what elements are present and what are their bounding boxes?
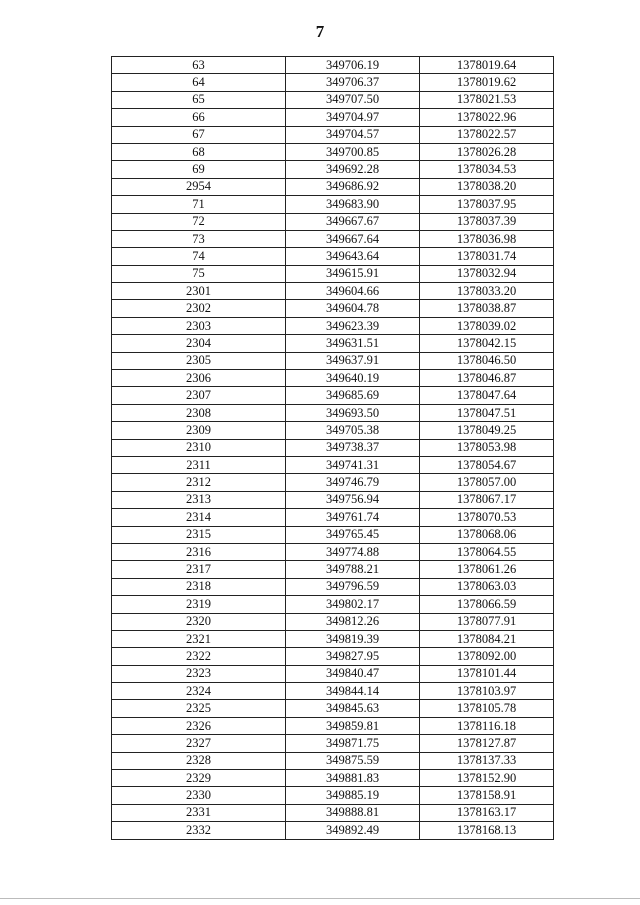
y-coordinate-cell: 1378101.44: [420, 665, 554, 682]
x-coordinate-cell: 349686.92: [286, 178, 420, 195]
y-coordinate-cell: 1378038.20: [420, 178, 554, 195]
x-coordinate-cell: 349756.94: [286, 491, 420, 508]
x-coordinate-cell: 349871.75: [286, 735, 420, 752]
x-coordinate-cell: 349840.47: [286, 665, 420, 682]
y-coordinate-cell: 1378127.87: [420, 735, 554, 752]
x-coordinate-cell: 349706.19: [286, 57, 420, 74]
x-coordinate-cell: 349761.74: [286, 509, 420, 526]
x-coordinate-cell: 349802.17: [286, 596, 420, 613]
y-coordinate-cell: 1378026.28: [420, 143, 554, 160]
y-coordinate-cell: 1378049.25: [420, 422, 554, 439]
table-row: [112, 491, 554, 508]
y-coordinate-cell: 1378054.67: [420, 456, 554, 473]
point-number-cell: 67: [112, 126, 286, 143]
table-row: [112, 161, 554, 178]
x-coordinate-cell: 349859.81: [286, 717, 420, 734]
table-row: [112, 822, 554, 839]
table-row: [112, 474, 554, 491]
table-row: [112, 683, 554, 700]
point-number-cell: 2317: [112, 561, 286, 578]
x-coordinate-cell: 349693.50: [286, 404, 420, 421]
point-number-cell: 2301: [112, 283, 286, 300]
x-coordinate-cell: 349704.97: [286, 109, 420, 126]
y-coordinate-cell: 1378067.17: [420, 491, 554, 508]
table-row: [112, 526, 554, 543]
point-number-cell: 2321: [112, 630, 286, 647]
table-row: [112, 456, 554, 473]
point-number-cell: 2303: [112, 317, 286, 334]
x-coordinate-cell: 349705.38: [286, 422, 420, 439]
y-coordinate-cell: 1378092.00: [420, 648, 554, 665]
table-row: [112, 804, 554, 821]
x-coordinate-cell: 349746.79: [286, 474, 420, 491]
y-coordinate-cell: 1378064.55: [420, 543, 554, 560]
x-coordinate-cell: 349765.45: [286, 526, 420, 543]
y-coordinate-cell: 1378022.57: [420, 126, 554, 143]
table-row: [112, 561, 554, 578]
point-number-cell: 2331: [112, 804, 286, 821]
y-coordinate-cell: 1378046.50: [420, 352, 554, 369]
table-row: [112, 248, 554, 265]
point-number-cell: 2954: [112, 178, 286, 195]
y-coordinate-cell: 1378053.98: [420, 439, 554, 456]
point-number-cell: 2318: [112, 578, 286, 595]
y-coordinate-cell: 1378032.94: [420, 265, 554, 282]
point-number-cell: 75: [112, 265, 286, 282]
point-number-cell: 73: [112, 230, 286, 247]
y-coordinate-cell: 1378137.33: [420, 752, 554, 769]
table-row: [112, 439, 554, 456]
x-coordinate-cell: 349615.91: [286, 265, 420, 282]
point-number-cell: 2311: [112, 456, 286, 473]
point-number-cell: 2314: [112, 509, 286, 526]
y-coordinate-cell: 1378031.74: [420, 248, 554, 265]
x-coordinate-cell: 349643.64: [286, 248, 420, 265]
point-number-cell: 2313: [112, 491, 286, 508]
x-coordinate-cell: 349881.83: [286, 770, 420, 787]
x-coordinate-cell: 349819.39: [286, 630, 420, 647]
point-number-cell: 2304: [112, 335, 286, 352]
table-row: [112, 665, 554, 682]
point-number-cell: 69: [112, 161, 286, 178]
table-row: [112, 509, 554, 526]
table-row: [112, 283, 554, 300]
y-coordinate-cell: 1378019.62: [420, 74, 554, 91]
point-number-cell: 2308: [112, 404, 286, 421]
page-bottom-edge: [0, 898, 640, 899]
y-coordinate-cell: 1378038.87: [420, 300, 554, 317]
x-coordinate-cell: 349667.64: [286, 230, 420, 247]
y-coordinate-cell: 1378070.53: [420, 509, 554, 526]
coordinates-table: [111, 56, 554, 840]
table-row: [112, 126, 554, 143]
point-number-cell: 65: [112, 91, 286, 108]
x-coordinate-cell: 349888.81: [286, 804, 420, 821]
table-row: [112, 735, 554, 752]
x-coordinate-cell: 349875.59: [286, 752, 420, 769]
x-coordinate-cell: 349774.88: [286, 543, 420, 560]
y-coordinate-cell: 1378116.18: [420, 717, 554, 734]
table-row: [112, 370, 554, 387]
point-number-cell: 2302: [112, 300, 286, 317]
table-row: [112, 109, 554, 126]
table-row: [112, 91, 554, 108]
x-coordinate-cell: 349738.37: [286, 439, 420, 456]
point-number-cell: 72: [112, 213, 286, 230]
table-row: [112, 613, 554, 630]
point-number-cell: 2332: [112, 822, 286, 839]
table-row: [112, 422, 554, 439]
table-row: [112, 143, 554, 160]
point-number-cell: 2323: [112, 665, 286, 682]
point-number-cell: 68: [112, 143, 286, 160]
x-coordinate-cell: 349812.26: [286, 613, 420, 630]
y-coordinate-cell: 1378019.64: [420, 57, 554, 74]
point-number-cell: 2328: [112, 752, 286, 769]
point-number-cell: 71: [112, 196, 286, 213]
y-coordinate-cell: 1378158.91: [420, 787, 554, 804]
y-coordinate-cell: 1378021.53: [420, 91, 554, 108]
y-coordinate-cell: 1378057.00: [420, 474, 554, 491]
point-number-cell: 2329: [112, 770, 286, 787]
point-number-cell: 2309: [112, 422, 286, 439]
x-coordinate-cell: 349892.49: [286, 822, 420, 839]
table-row: [112, 648, 554, 665]
x-coordinate-cell: 349683.90: [286, 196, 420, 213]
y-coordinate-cell: 1378047.64: [420, 387, 554, 404]
x-coordinate-cell: 349640.19: [286, 370, 420, 387]
x-coordinate-cell: 349692.28: [286, 161, 420, 178]
table-row: [112, 596, 554, 613]
y-coordinate-cell: 1378061.26: [420, 561, 554, 578]
y-coordinate-cell: 1378103.97: [420, 683, 554, 700]
x-coordinate-cell: 349788.21: [286, 561, 420, 578]
x-coordinate-cell: 349845.63: [286, 700, 420, 717]
x-coordinate-cell: 349604.66: [286, 283, 420, 300]
table-row: [112, 700, 554, 717]
point-number-cell: 2326: [112, 717, 286, 734]
y-coordinate-cell: 1378168.13: [420, 822, 554, 839]
y-coordinate-cell: 1378046.87: [420, 370, 554, 387]
table-row: [112, 230, 554, 247]
point-number-cell: 64: [112, 74, 286, 91]
x-coordinate-cell: 349707.50: [286, 91, 420, 108]
x-coordinate-cell: 349885.19: [286, 787, 420, 804]
point-number-cell: 2315: [112, 526, 286, 543]
table-row: [112, 196, 554, 213]
y-coordinate-cell: 1378063.03: [420, 578, 554, 595]
table-row: [112, 74, 554, 91]
table-row: [112, 213, 554, 230]
x-coordinate-cell: 349700.85: [286, 143, 420, 160]
point-number-cell: 2316: [112, 543, 286, 560]
x-coordinate-cell: 349844.14: [286, 683, 420, 700]
y-coordinate-cell: 1378163.17: [420, 804, 554, 821]
y-coordinate-cell: 1378036.98: [420, 230, 554, 247]
y-coordinate-cell: 1378077.91: [420, 613, 554, 630]
y-coordinate-cell: 1378037.95: [420, 196, 554, 213]
x-coordinate-cell: 349631.51: [286, 335, 420, 352]
table-row: [112, 404, 554, 421]
x-coordinate-cell: 349637.91: [286, 352, 420, 369]
x-coordinate-cell: 349741.31: [286, 456, 420, 473]
table-row: [112, 543, 554, 560]
y-coordinate-cell: 1378068.06: [420, 526, 554, 543]
y-coordinate-cell: 1378022.96: [420, 109, 554, 126]
table-row: [112, 787, 554, 804]
x-coordinate-cell: 349623.39: [286, 317, 420, 334]
point-number-cell: 2327: [112, 735, 286, 752]
x-coordinate-cell: 349706.37: [286, 74, 420, 91]
point-number-cell: 66: [112, 109, 286, 126]
table-row: [112, 352, 554, 369]
y-coordinate-cell: 1378037.39: [420, 213, 554, 230]
y-coordinate-cell: 1378047.51: [420, 404, 554, 421]
x-coordinate-cell: 349796.59: [286, 578, 420, 595]
table-row: [112, 387, 554, 404]
coordinates-table-body: [112, 57, 554, 840]
point-number-cell: 2319: [112, 596, 286, 613]
y-coordinate-cell: 1378152.90: [420, 770, 554, 787]
point-number-cell: 63: [112, 57, 286, 74]
table-row: [112, 335, 554, 352]
point-number-cell: 2324: [112, 683, 286, 700]
x-coordinate-cell: 349667.67: [286, 213, 420, 230]
table-row: [112, 717, 554, 734]
table-row: [112, 300, 554, 317]
point-number-cell: 2307: [112, 387, 286, 404]
table-row: [112, 578, 554, 595]
table-row: [112, 317, 554, 334]
table-row: [112, 178, 554, 195]
y-coordinate-cell: 1378066.59: [420, 596, 554, 613]
table-row: [112, 770, 554, 787]
point-number-cell: 74: [112, 248, 286, 265]
table-row: [112, 752, 554, 769]
point-number-cell: 2312: [112, 474, 286, 491]
y-coordinate-cell: 1378034.53: [420, 161, 554, 178]
page-number: 7: [315, 22, 325, 41]
point-number-cell: 2310: [112, 439, 286, 456]
table-row: [112, 630, 554, 647]
table-row: [112, 57, 554, 74]
y-coordinate-cell: 1378033.20: [420, 283, 554, 300]
point-number-cell: 2322: [112, 648, 286, 665]
point-number-cell: 2305: [112, 352, 286, 369]
x-coordinate-cell: 349604.78: [286, 300, 420, 317]
table-row: [112, 265, 554, 282]
x-coordinate-cell: 349685.69: [286, 387, 420, 404]
point-number-cell: 2325: [112, 700, 286, 717]
y-coordinate-cell: 1378105.78: [420, 700, 554, 717]
x-coordinate-cell: 349704.57: [286, 126, 420, 143]
point-number-cell: 2320: [112, 613, 286, 630]
y-coordinate-cell: 1378042.15: [420, 335, 554, 352]
x-coordinate-cell: 349827.95: [286, 648, 420, 665]
y-coordinate-cell: 1378084.21: [420, 630, 554, 647]
point-number-cell: 2330: [112, 787, 286, 804]
point-number-cell: 2306: [112, 370, 286, 387]
y-coordinate-cell: 1378039.02: [420, 317, 554, 334]
